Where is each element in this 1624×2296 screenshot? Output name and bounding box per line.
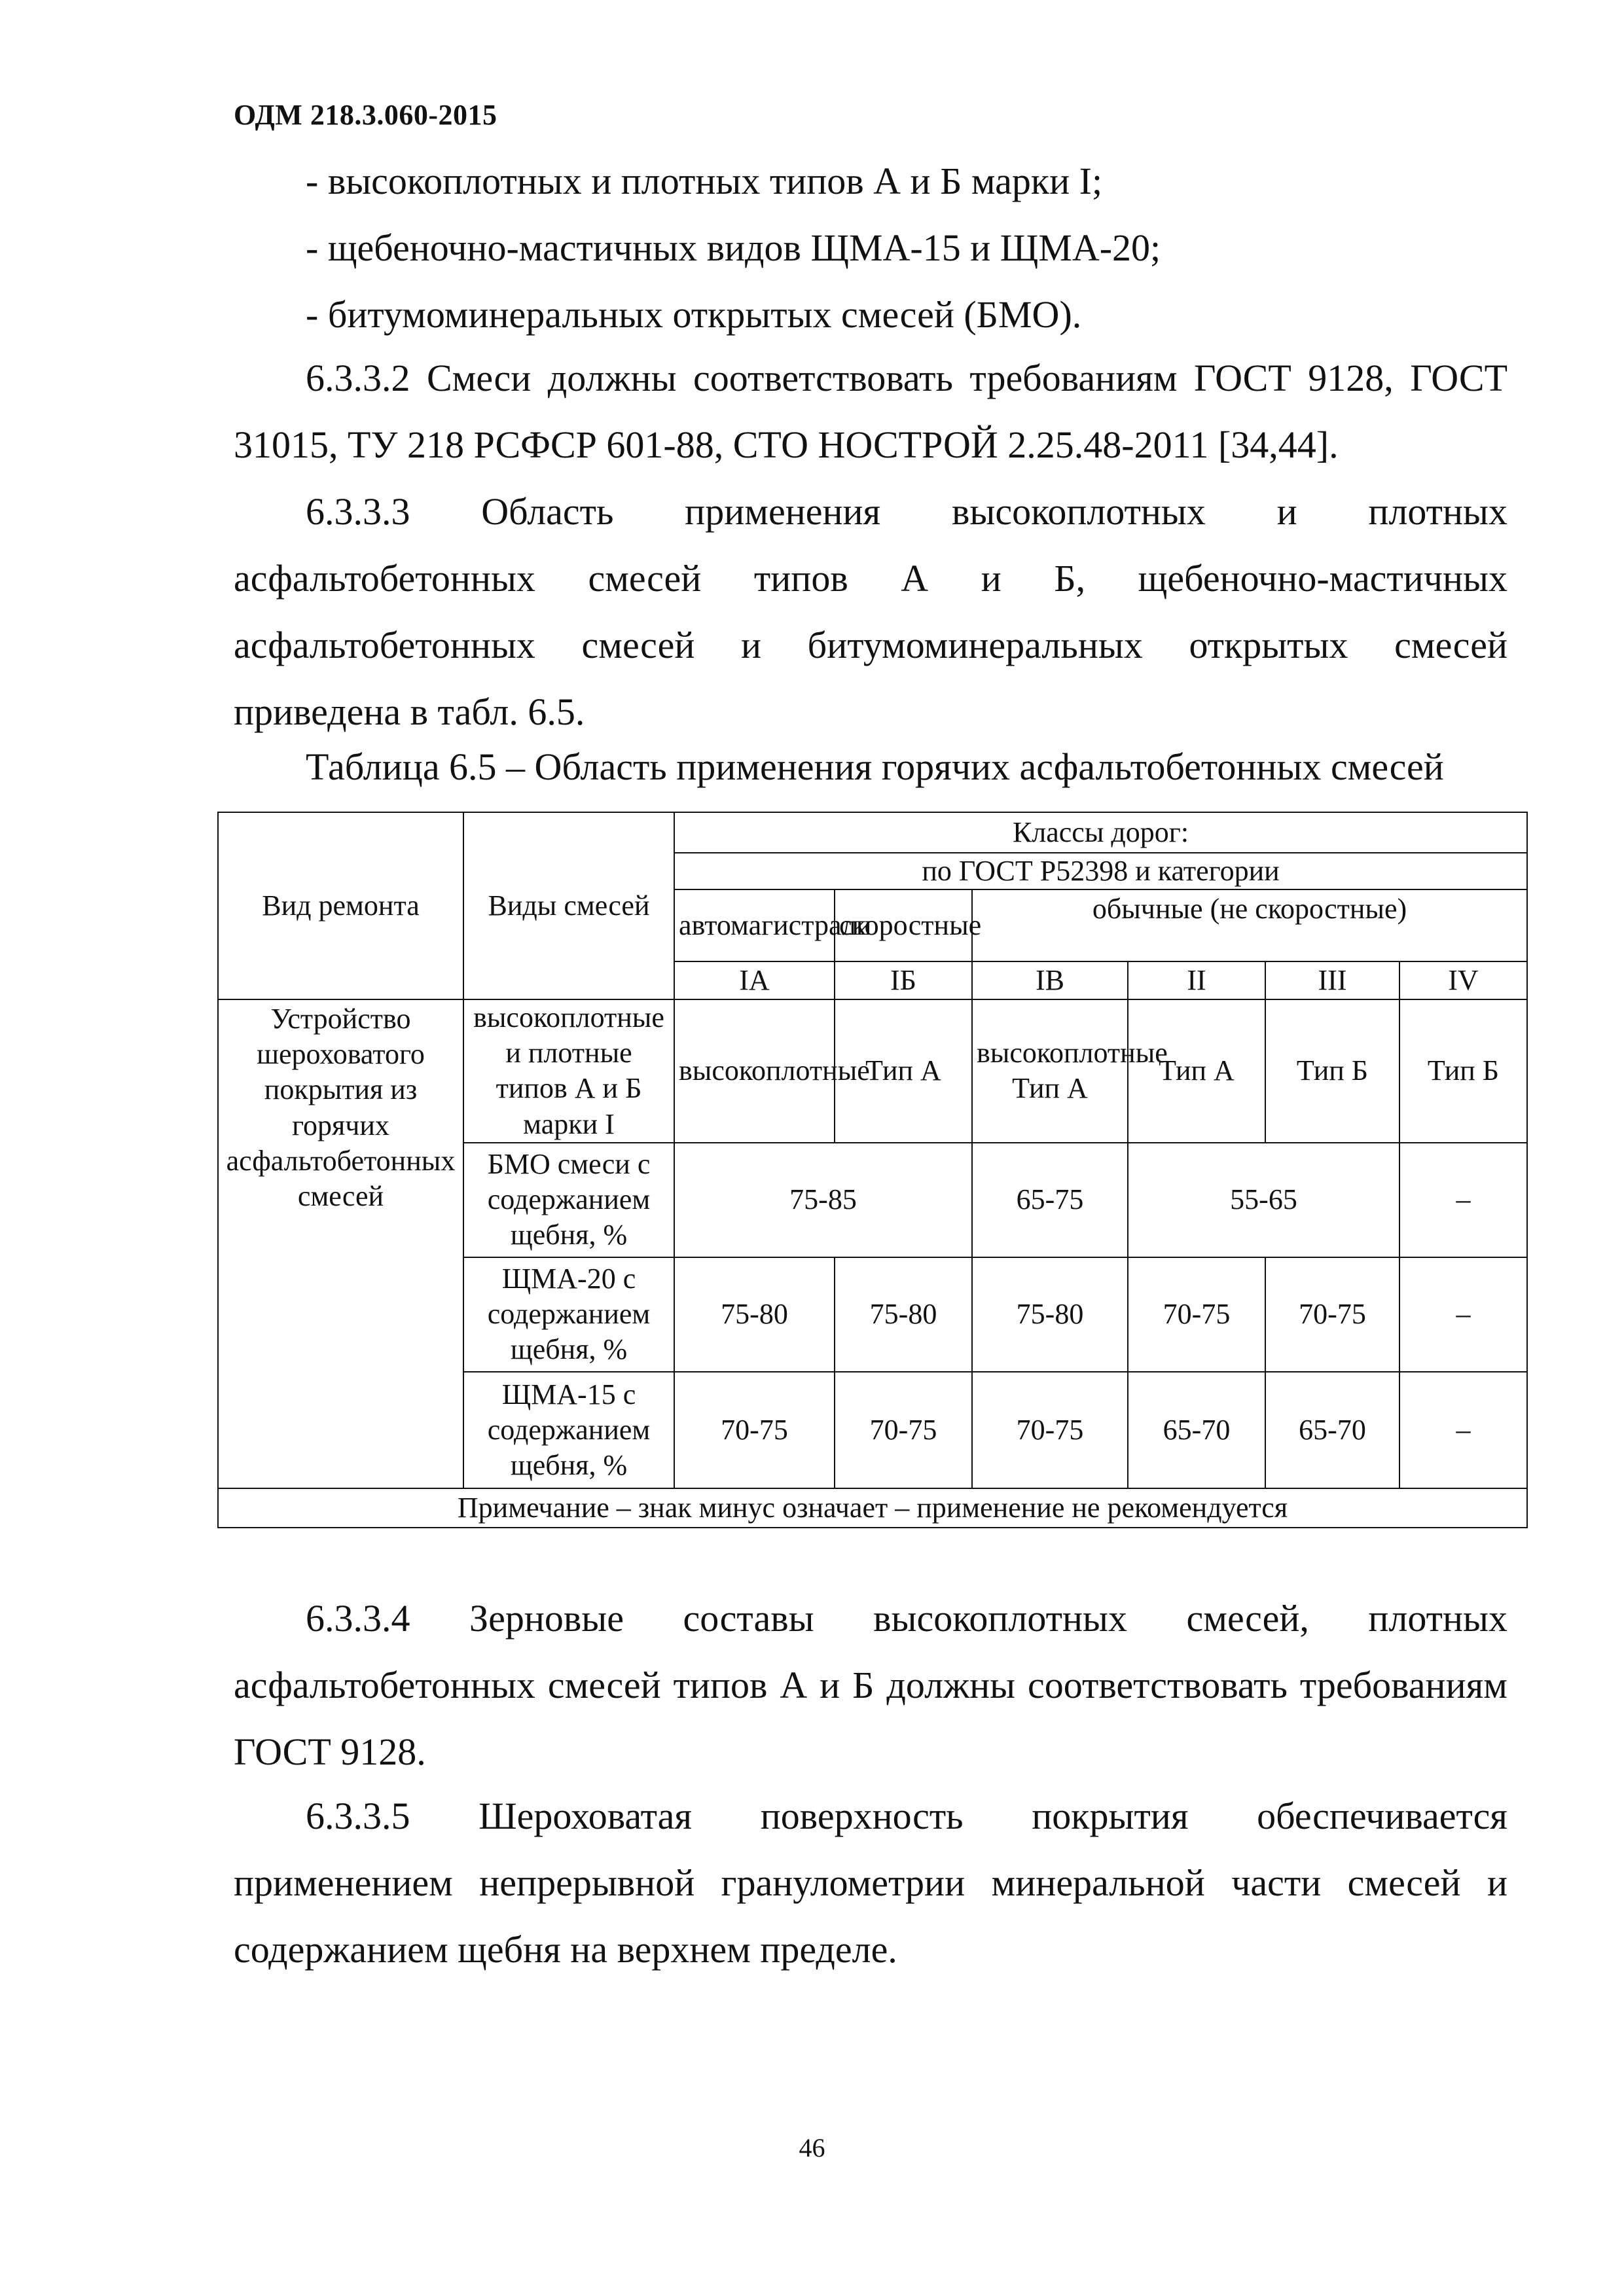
table-cell: 65-70: [1265, 1372, 1399, 1488]
table-cell: 70-75: [674, 1372, 835, 1488]
list-item: - битумоминеральных открытых смесей (БМО).: [306, 293, 1082, 336]
paragraph-line: содержанием щебня на верхнем пределе.: [234, 1928, 897, 1971]
category-ib: IБ: [835, 961, 972, 999]
category-ia: IА: [674, 961, 835, 999]
row-label: высокоплотные и плотные типов А и Б марки I: [463, 999, 674, 1143]
table-cell: 70-75: [1265, 1257, 1399, 1372]
row-label: ЩМА-15 с содержанием щебня, %: [463, 1372, 674, 1488]
list-item: - высокоплотных и плотных типов А и Б марки I;: [306, 160, 1103, 202]
table-cell: –: [1399, 1143, 1527, 1257]
header-repair-type: Вид ремонта: [218, 812, 463, 999]
header-mix-types: Виды смесей: [463, 812, 674, 999]
paragraph-line: асфальтобетонных смесей типов А и Б, щебеночно-мастичных: [234, 557, 1507, 600]
paragraph-line: асфальтобетонных смесей типов А и Б должны соответствовать требованиям: [234, 1664, 1507, 1706]
paragraph-line: применением непрерывной гранулометрии минеральной части смесей и: [234, 1861, 1507, 1904]
table-cell: 75-80: [835, 1257, 972, 1372]
header-ordinary-roads: обычные (не скоростные): [972, 889, 1527, 961]
header-gost: по ГОСТ Р52398 и категории: [674, 853, 1527, 889]
table-caption: Таблица 6.5 – Область применения горячих асфальтобетонных смесей: [306, 745, 1444, 788]
table-cell: 65-70: [1128, 1372, 1265, 1488]
repair-type-cell: Устройство шероховатого покрытия из горячих асфальтобетонных смесей: [218, 999, 463, 1488]
table-note: Примечание – знак минус означает – применение не рекомендуется: [218, 1488, 1527, 1528]
paragraph-line: 6.3.3.5 Шероховатая поверхность покрытия обеспечивается: [306, 1795, 1507, 1837]
category-iii: III: [1265, 961, 1399, 999]
paragraph-line: 31015, ТУ 218 РСФСР 601-88, СТО НОСТРОЙ 2.25.48-2011 [34,44].: [234, 423, 1339, 466]
table-cell: 70-75: [972, 1372, 1128, 1488]
table-cell: 55-65: [1128, 1143, 1399, 1257]
table-cell: высокоплотные: [674, 999, 835, 1143]
page-number: 46: [799, 2133, 825, 2162]
table-cell: –: [1399, 1372, 1527, 1488]
table-cell: высокоплотные Тип А: [972, 999, 1128, 1143]
table-cell: –: [1399, 1257, 1527, 1372]
list-item: - щебеночно-мастичных видов ЩМА-15 и ЩМА-20;: [306, 226, 1161, 269]
table-cell: Тип Б: [1265, 999, 1399, 1143]
table-cell: 75-80: [972, 1257, 1128, 1372]
paragraph-line: приведена в табл. 6.5.: [234, 691, 585, 733]
application-table: [217, 812, 1528, 1528]
table-row: [218, 999, 1527, 1143]
paragraph-line: 6.3.3.3 Область применения высокоплотных и плотных: [306, 490, 1507, 533]
paragraph-line: асфальтобетонных смесей и битумоминеральных открытых смесей: [234, 624, 1507, 666]
table-cell: 75-85: [674, 1143, 972, 1257]
row-label: БМО смеси с содержанием щебня, %: [463, 1143, 674, 1257]
paragraph-line: 6.3.3.2 Смеси должны соответствовать требованиям ГОСТ 9128, ГОСТ: [306, 357, 1507, 399]
row-label: ЩМА-20 с содержанием щебня, %: [463, 1257, 674, 1372]
header-expressways: скоростные: [835, 889, 972, 961]
paragraph-6-3-3-3: [234, 478, 1507, 745]
table-cell: 70-75: [835, 1372, 972, 1488]
table-cell: 70-75: [1128, 1257, 1265, 1372]
header-road-classes: Классы дорог:: [674, 812, 1527, 853]
paragraph-line: 6.3.3.4 Зерновые составы высокоплотных смесей, плотных: [306, 1597, 1507, 1640]
header-motorways: автомагистрали: [674, 889, 835, 961]
paragraph-6-3-3-4: [234, 1585, 1507, 1785]
category-ii: II: [1128, 961, 1265, 999]
table-cell: 65-75: [972, 1143, 1128, 1257]
category-iv-roman: IВ: [972, 961, 1128, 999]
paragraph-6-3-3-5: [234, 1783, 1507, 1983]
table-cell: Тип Б: [1399, 999, 1527, 1143]
category-iv: IV: [1399, 961, 1527, 999]
table-cell: Тип А: [835, 999, 972, 1143]
paragraph-6-3-3-2: [234, 345, 1507, 478]
table-cell: 75-80: [674, 1257, 835, 1372]
document-code-header: ОДМ 218.3.060-2015: [234, 99, 497, 131]
paragraph-line: ГОСТ 9128.: [234, 1731, 426, 1773]
table-cell: Тип А: [1128, 999, 1265, 1143]
